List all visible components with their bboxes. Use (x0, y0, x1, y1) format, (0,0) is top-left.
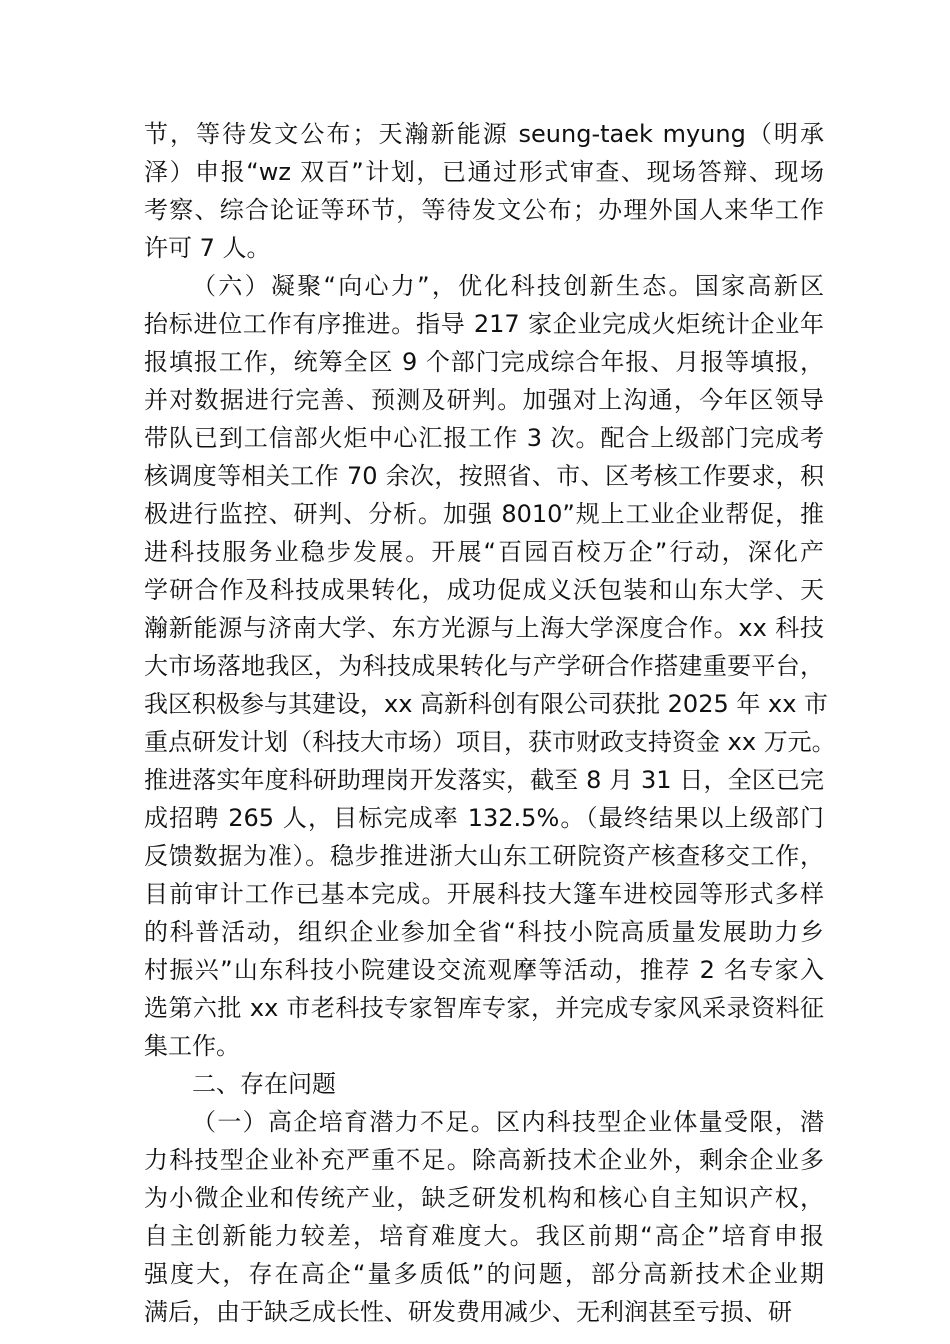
text-line: 强度大，存在高企“量多质低”的问题，部分高新技术企业期 (144, 1260, 824, 1288)
text-line: 大市场落地我区，为科技成果转化与产学研合作搭建重要平台， (144, 652, 824, 680)
text-line: 许可 7 人。 (144, 234, 271, 262)
text-line: 极进行监控、研判、分析。加强 8010”规上工业企业帮促，推 (144, 500, 824, 528)
text-line: 自主创新能力较差，培育难度大。我区前期“高企”培育申报 (144, 1222, 824, 1250)
text-line: 瀚新能源与济南大学、东方光源与上海大学深度合作。xx 科技 (144, 614, 824, 642)
text-line: 成招聘 265 人，目标完成率 132.5%。（最终结果以上级部门 (144, 804, 824, 832)
text-line: 二、存在问题 (192, 1070, 336, 1098)
paragraph (144, 1065, 824, 1103)
text-line: 为小微企业和传统产业，缺乏研发机构和核心自主知识产权， (144, 1184, 824, 1212)
text-line: 村振兴”山东科技小院建设交流观摩等活动，推荐 2 名专家入 (144, 956, 824, 984)
text-line: （一）高企培育潜力不足。区内科技型企业体量受限，潜 (192, 1108, 824, 1136)
text-line: 推进落实年度科研助理岗开发落实，截至 8 月 31 日，全区已完 (144, 766, 824, 794)
text-line: 泽）申报“wz 双百”计划，已通过形式审查、现场答辩、现场 (144, 158, 824, 186)
text-line: 进科技服务业稳步发展。开展“百园百校万企”行动，深化产 (144, 538, 824, 566)
text-line: 节，等待发文公布；天瀚新能源 seung-taek myung（明承 (144, 120, 824, 148)
text-line: 集工作。 (144, 1032, 240, 1060)
text-line: 带队已到工信部火炬中心汇报工作 3 次。配合上级部门完成考 (144, 424, 824, 452)
text-line: 抬标进位工作有序推进。指导 217 家企业完成火炬统计企业年 (144, 310, 824, 338)
text-line: 的科普活动，组织企业参加全省“科技小院高质量发展助力乡 (144, 918, 824, 946)
text-line: （六）凝聚“向心力”，优化科技创新生态。国家高新区 (192, 272, 824, 300)
text-line: 并对数据进行完善、预测及研判。加强对上沟通，今年区领导 (144, 386, 824, 414)
text-line: 核调度等相关工作 70 余次，按照省、市、区考核工作要求，积 (144, 462, 824, 490)
text-line: 力科技型企业补充严重不足。除高新技术企业外，剩余企业多 (144, 1146, 824, 1174)
text-line: 报填报工作，统筹全区 9 个部门完成综合年报、月报等填报， (144, 348, 824, 376)
text-line: 满后，由于缺乏成长性、研发费用减少、无利润甚至亏损、研 (144, 1298, 792, 1326)
paragraph (144, 115, 824, 267)
document-body (144, 115, 836, 1331)
text-line: 目前审计工作已基本完成。开展科技大篷车进校园等形式多样 (144, 880, 824, 908)
text-line: 学研合作及科技成果转化，成功促成义沃包装和山东大学、天 (144, 576, 824, 604)
paragraph (144, 1103, 824, 1331)
text-line: 重点研发计划（科技大市场）项目，获市财政支持资金 xx 万元。 (144, 728, 836, 756)
text-line: 选第六批 xx 市老科技专家智库专家，并完成专家风采录资料征 (144, 994, 824, 1022)
paragraph (144, 267, 836, 1065)
text-line: 反馈数据为准）。稳步推进浙大山东工研院资产核查移交工作， (144, 842, 824, 870)
text-line: 考察、综合论证等环节，等待发文公布；办理外国人来华工作 (144, 196, 824, 224)
text-line: 我区积极参与其建设，xx 高新科创有限公司获批 2025 年 xx 市 (144, 690, 829, 718)
